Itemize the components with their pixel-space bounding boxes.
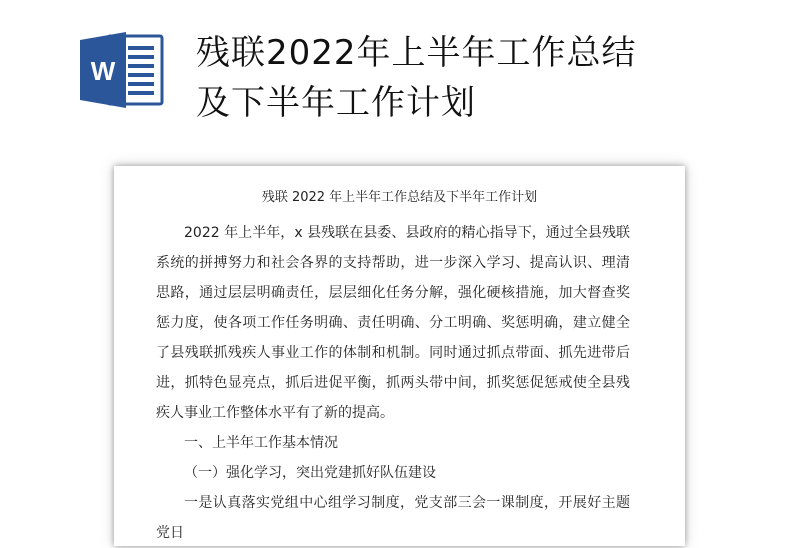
banner bbox=[0, 0, 800, 160]
document-body bbox=[156, 218, 630, 548]
title-line-2: 及下半年工作计划 bbox=[196, 83, 476, 123]
title-line-1: 残联2022年上半年工作总结 bbox=[196, 33, 637, 73]
page-title bbox=[196, 28, 786, 128]
svg-text:W: W bbox=[90, 56, 116, 86]
paragraph: 一是认真落实党组中心组学习制度，党支部三会一课制度，开展好主题党日 bbox=[156, 495, 630, 541]
subsection-heading: （一）强化学习，突出党建抓好队伍建设 bbox=[184, 465, 436, 481]
section-heading: 一、上半年工作基本情况 bbox=[184, 435, 338, 451]
paragraph: 2022 年上半年，x 县残联在县委、县政府的精心指导下，通过全县残联系统的拼搏努力和社会各界的支持帮助，进一步深入学习、提高认识、理清思路，通过层层明确责任，层层细化任务分解，强化硬核措施，加大督查奖惩力度，使各项工作任务明确、责任明确、分工明确、奖惩明确，建立健全了县残联抓残疾人事业工作的体制和机制。同时通过抓点带面、抓先进带后进，抓特色显亮点，抓后进促平衡，抓两头带中间，抓奖惩促惩戒使全县残疾人事业工作整体水平有了新的提高。 bbox=[156, 225, 630, 421]
word-document-icon bbox=[78, 30, 164, 110]
document-title: 残联 2022 年上半年工作总结及下半年工作计划 bbox=[261, 190, 538, 205]
document-page bbox=[114, 166, 685, 546]
